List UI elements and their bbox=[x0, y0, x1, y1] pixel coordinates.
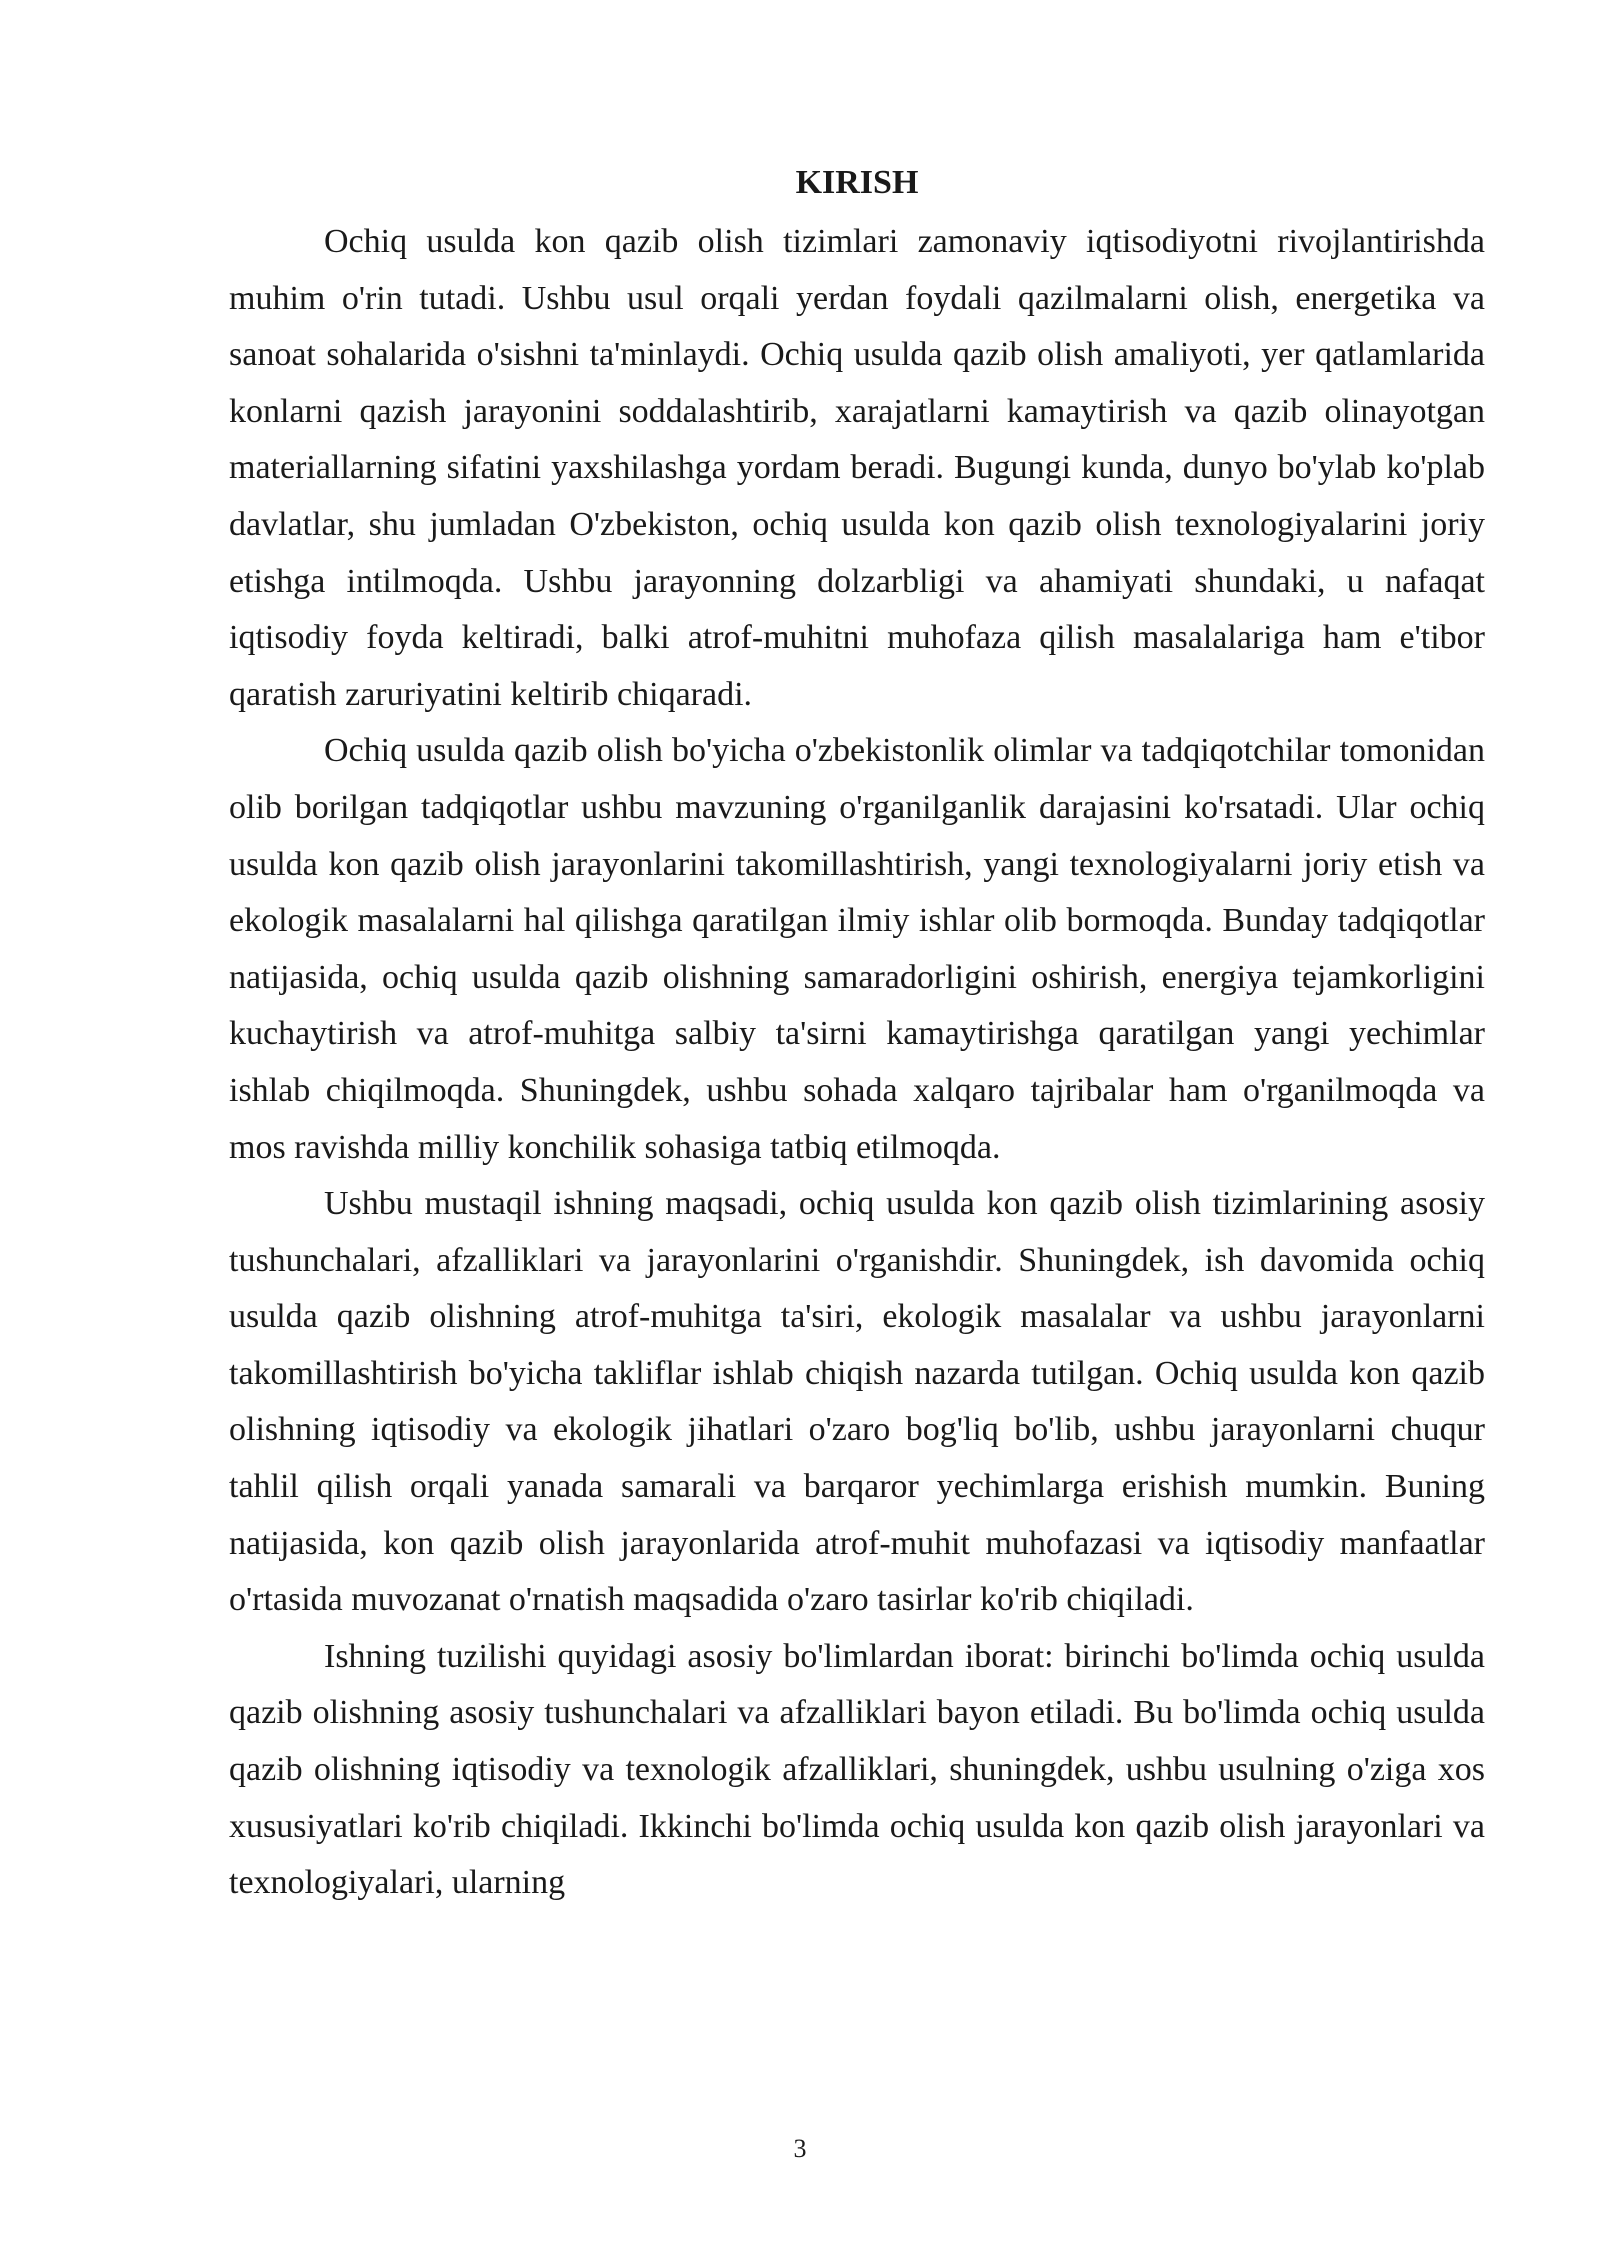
document-page bbox=[229, 150, 1485, 1912]
paragraph-goal: Ushbu mustaqil ishning maqsadi, ochiq usulda kon qazib olish tizimlarining asosiy tushunchalari, afzalliklari va jarayonlarini o'rganishdir. Shuningdek, ish davomida ochiq usulda qazib olishning atrof-muhitga ta'siri, ekologik masalalar va ushbu jarayonlarni takomillashtirish bo'yicha takliflar ishlab chiqish nazarda tutilgan. Ochiq usulda kon qazib olishning iqtisodiy va ekologik jihatlari o'zaro bog'liq bo'lib, ushbu jarayonlarni chuqur tahlil qilish orqali yanada samarali va barqaror yechimlarga erishish mumkin. Buning natijasida, kon qazib olish jarayonlarida atrof-muhit muhofazasi va iqtisodiy manfaatlar o'rtasida muvozanat o'rnatish maqsadida o'zaro tasirlar ko'rib chiqiladi. bbox=[229, 1185, 1485, 1619]
paragraph-intro: Ochiq usulda kon qazib olish tizimlari zamonaviy iqtisodiyotni rivojlantirishda muhim o'rin tutadi. Ushbu usul orqali yerdan foydali qazilmalarni olish, energetika va sanoat sohalarida o'sishni ta'minlaydi. Ochiq usulda qazib olish amaliyoti, yer qatlamlarida konlarni qazish jarayonini soddalashtirib, xarajatlarni kamaytirish va qazib olinayotgan materiallarning sifatini yaxshilashga yordam beradi. Bugungi kunda, dunyo bo'ylab ko'plab davlatlar, shu jumladan O'zbekiston, ochiq usulda kon qazib olish texnologiyalarini joriy etishga intilmoqda. Ushbu jarayonning dolzarbligi va ahamiyati shundaki, u nafaqat iqtisodiy foyda keltiradi, balki atrof-muhitni muhofaza qilish masalalariga ham e'tibor qaratish zaruriyatini keltirib chiqaradi. bbox=[229, 223, 1485, 713]
paragraph-research: Ochiq usulda qazib olish bo'yicha o'zbekistonlik olimlar va tadqiqotchilar tomonidan olib borilgan tadqiqotlar ushbu mavzuning o'rganilganlik darajasini ko'rsatadi. Ular ochiq usulda kon qazib olish jarayonlarini takomillashtirish, yangi texnologiyalarni joriy etish va ekologik masalalarni hal qilishga qaratilgan ilmiy ishlar olib bormoqda. Bunday tadqiqotlar natijasida, ochiq usulda qazib olishning samaradorligini oshirish, energiya tejamkorligini kuchaytirish va atrof-muhitga salbiy ta'sirni kamaytirishga qaratilgan yangi yechimlar ishlab chiqilmoqda. Shuningdek, ushbu sohada xalqaro tajribalar ham o'rganilmoqda va mos ravishda milliy konchilik sohasiga tatbiq etilmoqda. bbox=[229, 732, 1485, 1166]
section-title: KIRISH bbox=[795, 164, 919, 201]
page-number: 3 bbox=[793, 2134, 807, 2163]
paragraph-structure: Ishning tuzilishi quyidagi asosiy bo'limlardan iborat: birinchi bo'limda ochiq usulda qazib olishning asosiy tushunchalari va afzalliklari bayon etiladi. Bu bo'limda ochiq usulda qazib olishning iqtisodiy va texnologik afzalliklari, shuningdek, ushbu usulning o'ziga xos xususiyatlari ko'rib chiqiladi. Ikkinchi bo'limda ochiq usulda kon qazib olish jarayonlari va texnologiyalari, ularning bbox=[229, 1637, 1485, 1902]
